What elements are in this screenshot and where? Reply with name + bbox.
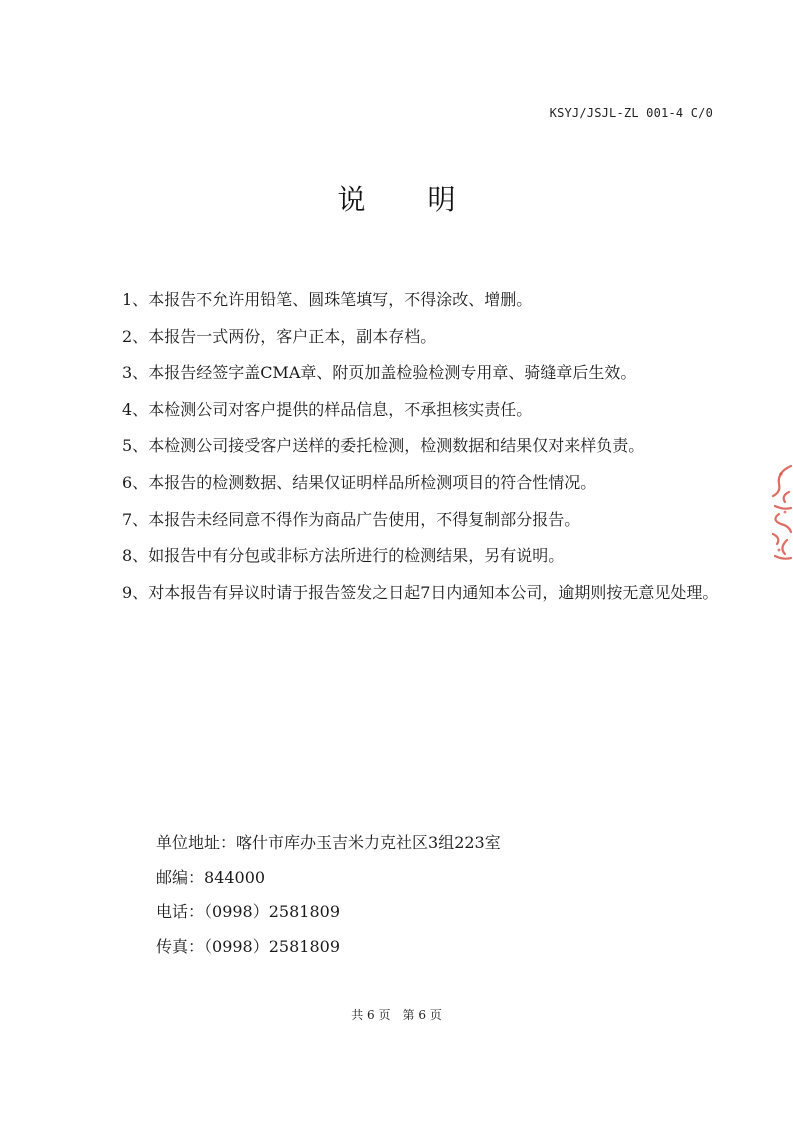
note-text: 本报告一式两份，客户正本，副本存档。: [148, 326, 437, 346]
note-number: 2、: [122, 326, 149, 346]
postcode-value: 844000: [204, 867, 266, 887]
list-item: [122, 355, 722, 392]
seal-fragment-icon: [767, 462, 793, 570]
note-text: 本检测公司对客户提供的样品信息，不承担核实责任。: [148, 399, 533, 419]
page-footer: [0, 1006, 793, 1023]
list-item: [122, 428, 722, 465]
phone-line: [156, 895, 716, 930]
list-item: [122, 392, 722, 429]
address-label: 单位地址：: [156, 833, 237, 852]
address-value: 喀什市库办玉吉米力克社区3组223室: [236, 833, 501, 852]
note-number: 9、: [122, 582, 149, 602]
document-code: KSYJ/JSJL-ZL 001-4 C/0: [549, 106, 713, 120]
note-number: 3、: [122, 363, 149, 383]
list-item: [122, 282, 722, 319]
postcode-label: 邮编：: [156, 867, 205, 887]
list-item: [122, 319, 722, 356]
note-number: 8、: [122, 546, 149, 566]
notes-list: [122, 282, 722, 611]
fax-value: （0998）2581809: [204, 936, 340, 956]
seal-fragment-svg: [767, 462, 793, 570]
page-total: 共 6 页: [351, 1008, 391, 1022]
page-title: 说明: [337, 183, 518, 216]
list-item: [122, 465, 722, 502]
note-number: 7、: [122, 509, 149, 529]
note-text: 本报告的检测数据、结果仅证明样品所检测项目的符合性情况。: [148, 472, 597, 492]
fax-label: 传真：: [156, 936, 205, 956]
contact-block: [156, 826, 716, 964]
postcode-line: [156, 861, 716, 896]
note-text: 对本报告有异议时请于报告签发之日起7日内通知本公司，逾期则按无意见处理。: [148, 582, 719, 602]
note-number: 4、: [122, 399, 149, 419]
note-number: 5、: [122, 436, 149, 456]
page-current: 第 6 页: [402, 1008, 442, 1022]
phone-value: （0998）2581809: [204, 902, 340, 921]
note-text: 如报告中有分包或非标方法所进行的检测结果，另有说明。: [148, 546, 565, 566]
note-number: 6、: [122, 472, 149, 492]
list-item: [122, 502, 722, 539]
list-item: [122, 575, 722, 612]
note-text: 本检测公司接受客户送样的委托检测，检测数据和结果仅对来样负责。: [148, 436, 645, 456]
note-text: 本报告未经同意不得作为商品广告使用，不得复制部分报告。: [148, 509, 581, 529]
fax-line: [156, 930, 716, 965]
phone-label: 电话：: [156, 902, 205, 921]
address-line: [156, 826, 716, 861]
note-text: 本报告经签字盖CMA章、附页加盖检验检测专用章、骑缝章后生效。: [148, 363, 637, 383]
note-text: 本报告不允许用铅笔、圆珠笔填写，不得涂改、增删。: [148, 290, 533, 309]
list-item: [122, 538, 722, 575]
note-number: 1、: [122, 290, 149, 309]
